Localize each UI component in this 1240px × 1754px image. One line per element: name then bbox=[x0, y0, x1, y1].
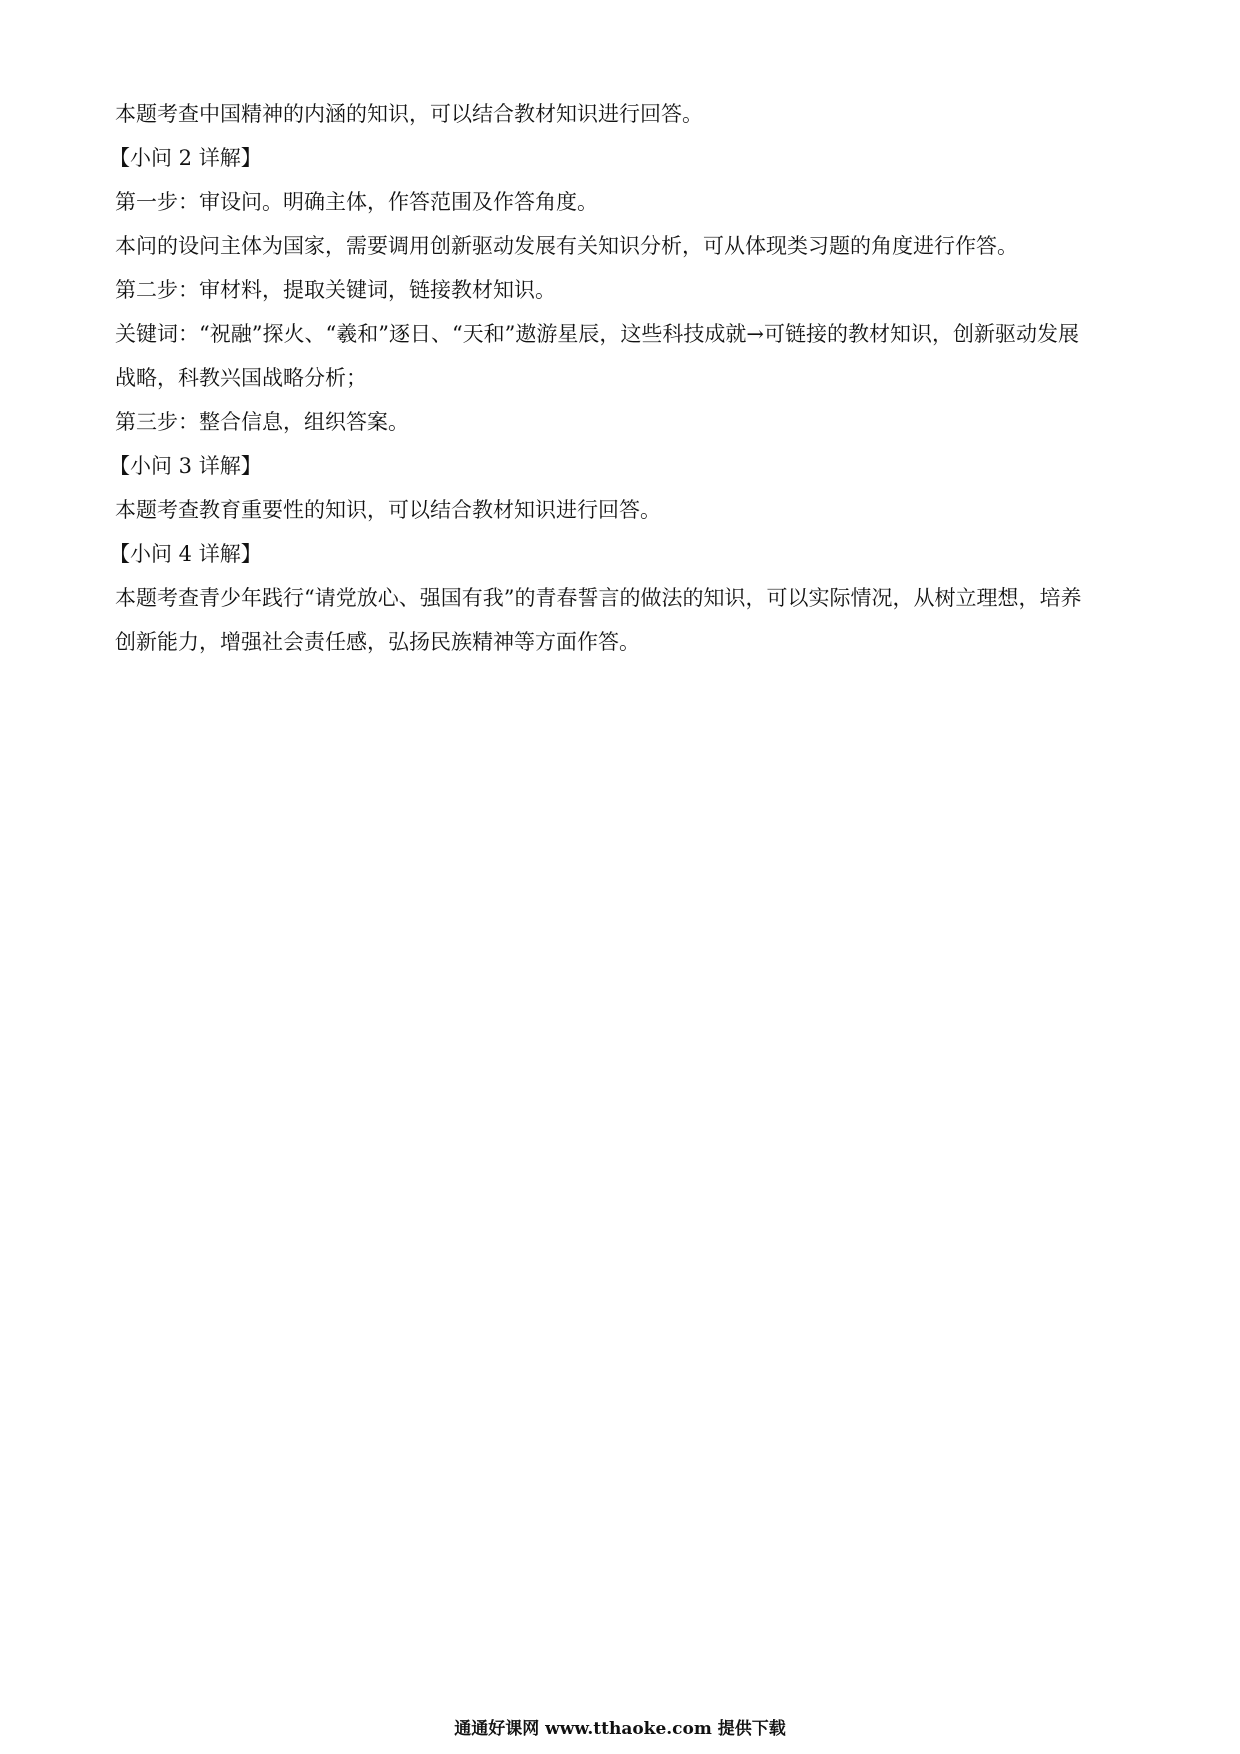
text-line-topic-4-cont: 创新能力，增强社会责任感，弘扬民族精神等方面作答。 bbox=[115, 630, 640, 654]
text-line-topic-1: 本题考查中国精神的内涵的知识，可以结合教材知识进行回答。 bbox=[115, 102, 703, 126]
text-line-keywords: 关键词：“祝融”探火、“羲和”逐日、“天和”遨游星辰，这些科技成就→可链接的教材知识，创新驱动发展 bbox=[115, 322, 1080, 346]
text-line-topic-3: 本题考查教育重要性的知识，可以结合教材知识进行回答。 bbox=[115, 498, 661, 522]
heading-question-3: 【小问 3 详解】 bbox=[109, 454, 262, 478]
answer-explanation bbox=[109, 102, 1125, 674]
text-line-topic-4: 本题考查青少年践行“请党放心、强国有我”的青春誓言的做法的知识，可以实际情况，从树立理想，培养 bbox=[115, 586, 1082, 610]
text-line-step-3: 第三步：整合信息，组织答案。 bbox=[115, 410, 409, 434]
heading-question-4: 【小问 4 详解】 bbox=[109, 542, 262, 566]
heading-question-2: 【小问 2 详解】 bbox=[109, 146, 262, 170]
text-line-step-1: 第一步：审设问。明确主体，作答范围及作答角度。 bbox=[115, 190, 598, 214]
text-line-subject: 本问的设问主体为国家，需要调用创新驱动发展有关知识分析，可从体现类习题的角度进行作答。 bbox=[115, 234, 1018, 258]
text-line-keywords-cont: 战略，科教兴国战略分析； bbox=[115, 366, 367, 390]
text-line-step-2: 第二步：审材料，提取关键词，链接教材知识。 bbox=[115, 278, 556, 302]
footer-watermark: 通通好课网 www.tthaoke.com 提供下载 bbox=[454, 1719, 786, 1739]
